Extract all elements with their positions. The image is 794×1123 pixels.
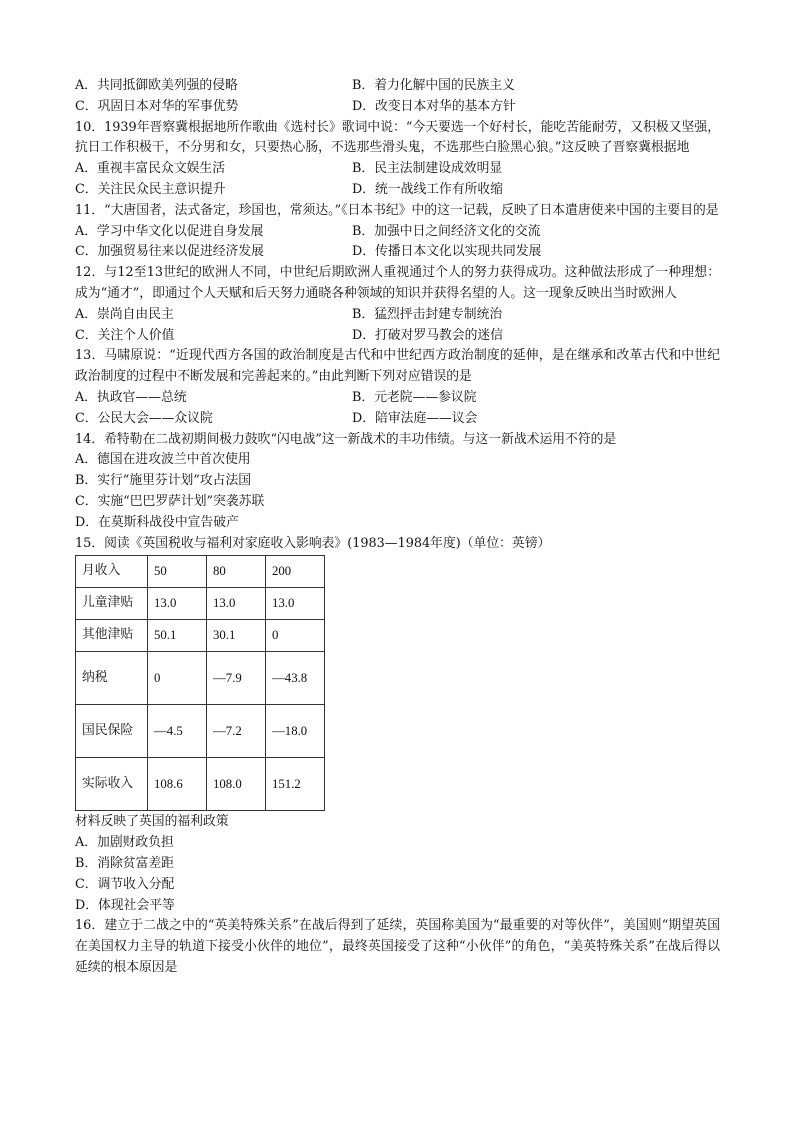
q12-stem: 12．与12至13世纪的欧洲人不同，中世纪后期欧洲人重视通过个人的努力获得成功。这种做法形成了一种理想：成为“通才”，即通过个人天赋和后天努力通晓各种领域的知识并获得名望的人。这一现象反映出当时欧洲人 <box>75 265 720 301</box>
table-cell: 13.0 <box>207 588 266 620</box>
q9-option-b: B．着力化解中国的民族主义 <box>352 78 515 93</box>
table-cell: 151.2 <box>266 758 325 811</box>
q14-option-c: C．实施“巴巴罗萨计划”突袭苏联 <box>75 493 265 509</box>
table-cell: 13.0 <box>266 588 325 620</box>
table-row <box>76 556 325 588</box>
q9-options-row-2 <box>75 97 720 118</box>
q9-options-row-1 <box>75 76 720 97</box>
q13-option-d: D．陪审法庭——议会 <box>352 410 478 426</box>
q10-option-b: B．民主法制建设成效明显 <box>352 161 503 177</box>
table-row-header: 纳税 <box>76 652 148 705</box>
q13-options-row-1 <box>75 388 720 409</box>
table-cell: 50 <box>148 556 207 588</box>
table-row-header: 月收入 <box>76 556 148 588</box>
q12-option-c: C．关注个人价值 <box>75 327 175 343</box>
q11-options-row-2 <box>75 242 720 263</box>
table-row-header: 国民保险 <box>76 705 148 758</box>
q14-option-d: D．在莫斯科战役中宣告破产 <box>75 514 239 530</box>
q10-stem: 10．1939年晋察冀根据地所作歌曲《选村长》歌词中说：“今天要选一个好村长，能吃苦能耐劳，又积极又坚强，抗日工作积极干，不分男和女，只要热心肠，不选那些滑头鬼，不选那些白脸黑心狼。”这反映了晋察冀根据地 <box>75 119 720 156</box>
table-row <box>76 705 325 758</box>
q14-option-a: A．德国在进攻波兰中首次使用 <box>75 452 251 468</box>
table-row <box>76 588 325 620</box>
table-row-header: 儿童津贴 <box>76 588 148 620</box>
q15-material-note: 材料反映了英国的福利政策 <box>75 814 229 830</box>
table-cell: 108.0 <box>207 758 266 811</box>
q15-option-c: C．调节收入分配 <box>75 876 175 892</box>
q15-option-a: A．加剧财政负担 <box>75 835 174 851</box>
q13-option-a: A．执政官——总统 <box>75 389 187 405</box>
table-cell: 50.1 <box>148 620 207 652</box>
q10-option-a: A．重视丰富民众文娱生活 <box>75 161 226 177</box>
table-row-header: 实际收入 <box>76 758 148 811</box>
table-cell: 80 <box>207 556 266 588</box>
table-cell: —7.9 <box>207 652 266 705</box>
q9-option-a: A．共同抵御欧美列强的侵略 <box>75 78 238 93</box>
q12-option-d: D．打破对罗马教会的迷信 <box>352 327 504 343</box>
q12-options-row-2 <box>75 326 720 347</box>
q16-stem: 16．建立于二战之中的“英美特殊关系”在战后得到了延续，英国称美国为“最重要的对等伙伴”，美国则“期望英国在美国权力主导的轨道下接受小伙伴的地位”，最终英国接受了这种“小伙伴”的角色，“美英特殊关系”在战后得以延续的根本原因是 <box>75 918 720 975</box>
table-cell: —4.5 <box>148 705 207 758</box>
q11-option-c: C．加强贸易往来以促进经济发展 <box>75 244 264 260</box>
q15-stem: 15．阅读《英国税收与福利对家庭收入影响表》(1983—1984年度)（单位：英镑） <box>75 535 551 551</box>
q11-option-b: B．加强中日之间经济文化的交流 <box>352 223 541 239</box>
q13-option-c: C．公民大会——众议院 <box>75 410 213 426</box>
table-row <box>76 758 325 811</box>
q15-option-b: B．消除贫富差距 <box>75 855 174 871</box>
table-cell: 30.1 <box>207 620 266 652</box>
q12-options-row-1 <box>75 305 720 326</box>
q14-stem: 14．希特勒在二战初期间极力鼓吹“闪电战”这一新战术的丰功伟绩。与这一新战术运用不符的是 <box>75 431 617 447</box>
table-cell: 0 <box>148 652 207 705</box>
q11-options-row-1 <box>75 222 720 243</box>
q10-options-row-2 <box>75 180 720 201</box>
table-cell: 0 <box>266 620 325 652</box>
table-cell: 200 <box>266 556 325 588</box>
q10-options-row-1 <box>75 159 720 180</box>
tax-welfare-table <box>75 555 325 811</box>
q10-option-d: D．统一战线工作有所收缩 <box>352 181 504 197</box>
q9-option-c: C．巩固日本对华的军事优势 <box>75 98 239 114</box>
table-row <box>76 620 325 652</box>
q13-stem: 13．马啸原说：“近现代西方各国的政治制度是古代和中世纪西方政治制度的延伸，是在继承和改革古代和中世纪政治制度的过程中不断发展和完善起来的。”由此判断下列对应错误的是 <box>75 348 720 385</box>
q12-option-b: B．猛烈抨击封建专制统治 <box>352 306 503 322</box>
table-cell: 108.6 <box>148 758 207 811</box>
table-row-header: 其他津贴 <box>76 620 148 652</box>
q13-options-row-2 <box>75 409 720 430</box>
q11-stem: 11．“大唐国者，法式备定，珍国也，常须达。”《日本书纪》中的这一记载，反映了日本遣唐使来中国的主要目的是 <box>75 202 719 218</box>
table-cell: —43.8 <box>266 652 325 705</box>
table-cell: 13.0 <box>148 588 207 620</box>
q10-option-c: C．关注民众民主意识提升 <box>75 181 226 197</box>
q9-option-d: D．改变日本对华的基本方针 <box>352 98 516 114</box>
table-cell: —7.2 <box>207 705 266 758</box>
q12-option-a: A．崇尚自由民主 <box>75 306 174 322</box>
q15-option-d: D．体现社会平等 <box>75 897 175 913</box>
table-row <box>76 652 325 705</box>
table-cell: —18.0 <box>266 705 325 758</box>
exam-page <box>75 76 720 979</box>
q11-option-a: A．学习中华文化以促进自身发展 <box>75 223 264 239</box>
q11-option-d: D．传播日本文化以实现共同发展 <box>352 244 542 260</box>
q14-option-b: B．实行“施里芬计划”攻占法国 <box>75 473 252 489</box>
q13-option-b: B．元老院——参议院 <box>352 389 477 405</box>
